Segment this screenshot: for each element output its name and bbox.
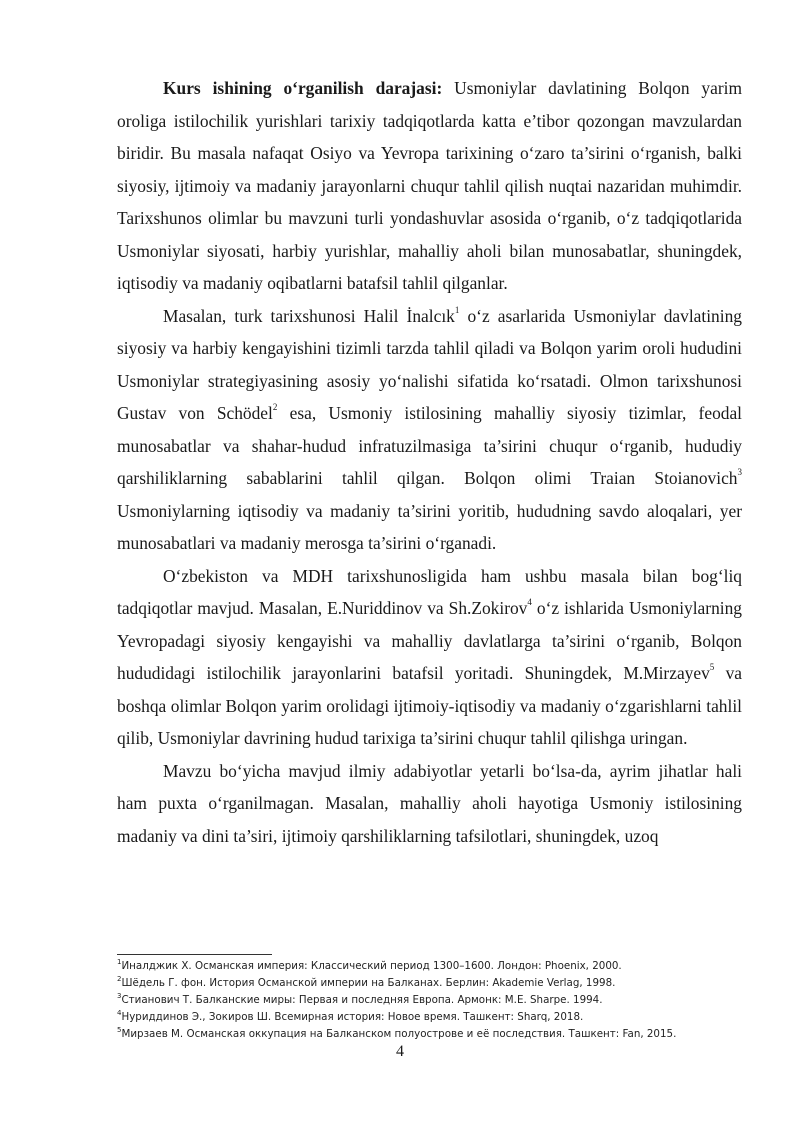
footnote-ref-1[interactable]: 1 <box>454 304 460 315</box>
paragraph-4 <box>117 755 742 853</box>
footnote-item <box>117 1026 757 1043</box>
footnote-item <box>117 958 757 975</box>
footnote-number: 5 <box>117 1025 122 1034</box>
page-number: 4 <box>396 1043 404 1060</box>
paragraph-2-text-c: esa, Usmoniy istilosining mahalliy siyosiy tizimlar, feodal munosabatlar va shahar-hudud infratuzilmasiga ta’sirini chuqur o‘rganib, hududiy qarshiliklarning sabablarini tahlil qilgan. Bolqon olimi Traian Stoianovich <box>117 403 743 488</box>
paragraph-1-text: Usmoniylar davlatining Bolqon yarim oroliga istilochilik yurishlari tarixiy tadqiqotlarda katta e’tibor qozongan mavzulardan biridir. Bu masala nafaqat Osiyo va Yevropa tarixining o‘zaro ta’sirini o‘rganish, balki siyosiy, ijtimoiy va madaniy jarayonlarni chuqur tahlil qilish nuqtai nazaridan muhimdir. Tarixshunos olimlar bu mavzuni turli yondashuvlar asosida o‘rganib, o‘z tadqiqotlarida Usmoniylar siyosati, harbiy yurishlar, mahalliy aholi bilan munosabatlar, shuningdek, iqtisodiy va madaniy oqibatlarni batafsil tahlil qilganlar. <box>117 78 742 293</box>
footnote-number: 4 <box>117 1008 122 1017</box>
paragraph-3-text-b: o‘z ishlarida Usmoniylarning Yevropadagi siyosiy kengayishi va mahalliy davlatlarga ta’sirini o‘rganib, Bolqon hududidagi istilochilik jarayonlarini batafsil yoritadi. Shuningdek, M.Mirzayev <box>117 598 742 683</box>
section-heading: Kurs ishining o‘rganilish darajasi: <box>163 78 443 98</box>
footnote-ref-5[interactable]: 5 <box>709 662 715 673</box>
paragraph-2-text-a: Masalan, turk tarixshunosi Halil İnalcık <box>163 305 455 326</box>
footnote-number: 2 <box>117 974 122 983</box>
paragraph-3-text-c: va boshqa olimlar Bolqon yarim orolidagi ijtimoiy-iqtisodiy va madaniy o‘zgarishlarni tahlil qilib, Usmoniylar davrining hudud tarixiga ta’sirini chuqur tahlil qilishga uringan. <box>117 663 742 748</box>
paragraph-2-text-d: Usmoniylarning iqtisodiy va madaniy ta’sirini yoritib, hududning savdo aloqalari, yer munosabatlari va madaniy merosga ta’sirini o‘rganadi. <box>117 500 742 553</box>
footnote-text: Нуриддинов Э., Зокиров Ш. Всемирная история: Новое время. Ташкент: Sharq, 2018. <box>121 1011 584 1023</box>
paragraph-1 <box>117 72 742 300</box>
paragraph-3-text-a: O‘zbekiston va MDH tarixshunosligida ham ushbu masala bilan bog‘liq tadqiqotlar mavjud. Masalan, E.Nuriddinov va Sh.Zokirov <box>117 565 742 618</box>
paragraph-2-text-b: o‘z asarlarida Usmoniylar davlatining siyosiy va harbiy kengayishini tizimli tarzda tahlil qiladi va Bolqon yarim oroli hududini Usmoniylar strategiyasining asosiy yo‘nalishi sifatida ko‘rsatadi. Olmon tarixshunosi Gustav von Schödel <box>117 305 742 423</box>
paragraph-3 <box>117 560 742 755</box>
paragraph-4-text: Mavzu bo‘yicha mavjud ilmiy adabiyotlar yetarli bo‘lsa-da, ayrim jihatlar hali ham puxta o‘rganilmagan. Masalan, mahalliy aholi hayotiga Usmoniy istilosining madaniy va dini ta’siri, ijtimoiy qarshiliklarning tafsilotlari, shuningdek, uzoq <box>117 760 742 846</box>
footnotes <box>117 958 757 1043</box>
paragraph-2 <box>117 300 742 560</box>
footnote-text: Стианович Т. Балканские миры: Первая и последняя Европа. Армонк: M.E. Sharpe. 1994. <box>121 994 603 1006</box>
footnote-text: Шёдель Г. фон. История Османской империи на Балканах. Берлин: Akademie Verlag, 1998. <box>121 977 616 989</box>
footnote-separator <box>117 954 272 955</box>
footnote-text: Иналджик Х. Османская империя: Классический период 1300–1600. Лондон: Phoenix, 2000. <box>121 960 622 972</box>
footnote-number: 1 <box>117 957 122 966</box>
footnote-text: Мирзаев М. Османская оккупация на Балканском полуострове и её последствия. Ташкент: Fan, 2015. <box>121 1028 677 1040</box>
footnote-item <box>117 992 757 1009</box>
footnote-ref-2[interactable]: 2 <box>272 402 278 413</box>
footnote-item <box>117 1009 757 1026</box>
body-text <box>117 72 742 852</box>
footnote-ref-4[interactable]: 4 <box>527 597 532 608</box>
footnote-number: 3 <box>117 991 122 1000</box>
footnote-ref-3[interactable]: 3 <box>737 467 742 478</box>
footnote-item <box>117 975 757 992</box>
